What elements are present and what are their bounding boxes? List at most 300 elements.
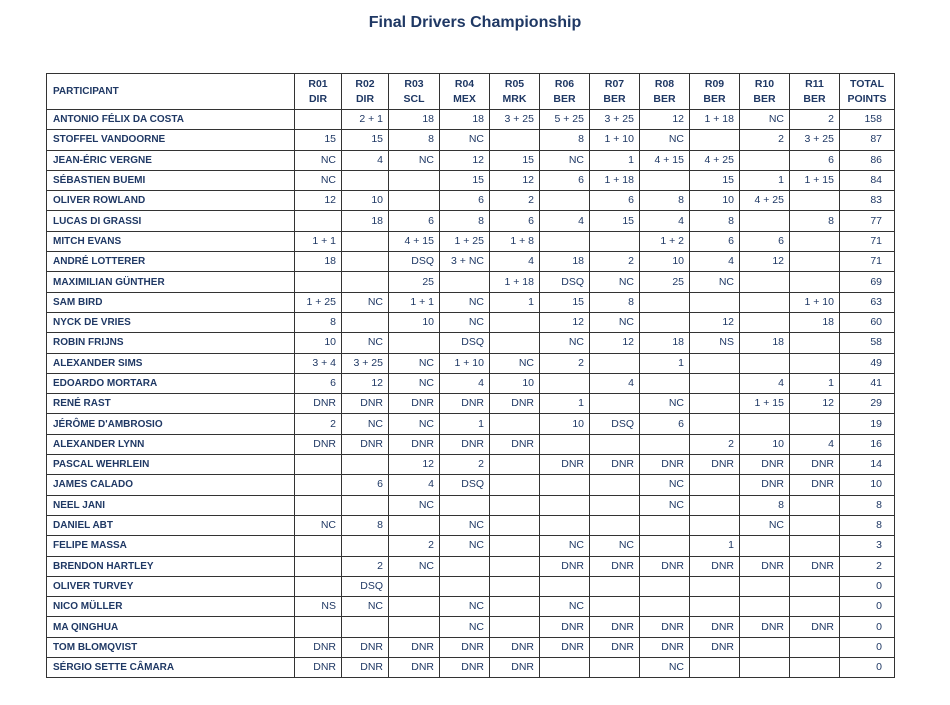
round-result: NC: [640, 475, 690, 495]
round-result: [389, 333, 440, 353]
total-points: 8: [840, 515, 895, 535]
round-venue: SCL: [403, 92, 425, 105]
total-points: 77: [840, 211, 895, 231]
round-code: R03: [404, 77, 424, 90]
round-result: [790, 353, 840, 373]
round-result: 6: [590, 191, 640, 211]
round-result: DNR: [640, 556, 690, 576]
round-result: DSQ: [590, 414, 640, 434]
round-result: [342, 312, 389, 332]
round-result: 2: [790, 110, 840, 130]
round-result: DNR: [342, 637, 389, 657]
round-result: DNR: [590, 556, 640, 576]
round-result: [690, 495, 740, 515]
table-row: [47, 130, 895, 150]
round-result: [690, 394, 740, 414]
round-result: [490, 515, 540, 535]
round-result: 15: [440, 170, 490, 190]
table-row: [47, 312, 895, 332]
round-result: 10: [690, 191, 740, 211]
round-result: [389, 597, 440, 617]
round-result: DNR: [342, 434, 389, 454]
round-result: [690, 414, 740, 434]
table-row: [47, 170, 895, 190]
round-result: [440, 272, 490, 292]
round-result: [540, 434, 590, 454]
round-result: 18: [790, 312, 840, 332]
round-result: DNR: [440, 637, 490, 657]
round-result: [790, 495, 840, 515]
total-points: 71: [840, 252, 895, 272]
round-result: 12: [440, 150, 490, 170]
round-result: [490, 414, 540, 434]
round-result: DNR: [540, 637, 590, 657]
round-result: 4: [540, 211, 590, 231]
round-result: DNR: [295, 394, 342, 414]
round-result: DNR: [295, 658, 342, 678]
round-result: DNR: [490, 434, 540, 454]
round-result: DNR: [790, 475, 840, 495]
round-result: [295, 495, 342, 515]
round-result: 18: [740, 333, 790, 353]
round-result: [295, 475, 342, 495]
round-venue: BER: [603, 92, 626, 105]
total-points: 0: [840, 576, 895, 596]
table-row: [47, 576, 895, 596]
round-result: 10: [295, 333, 342, 353]
round-result: DSQ: [440, 333, 490, 353]
round-result: [540, 658, 590, 678]
total-points: 58: [840, 333, 895, 353]
round-venue: MRK: [502, 92, 527, 105]
round-result: 8: [295, 312, 342, 332]
round-result: DNR: [490, 658, 540, 678]
round-result: 25: [640, 272, 690, 292]
round-result: 12: [490, 170, 540, 190]
round-result: [790, 414, 840, 434]
round-result: 4: [389, 475, 440, 495]
driver-name: BRENDON HARTLEY: [47, 556, 295, 576]
driver-name: JÉRÔME D'AMBROSIO: [47, 414, 295, 434]
round-result: [540, 576, 590, 596]
round-result: [740, 312, 790, 332]
round-code: R10: [754, 77, 775, 90]
round-code: R11: [805, 77, 824, 90]
round-result: DNR: [640, 455, 690, 475]
round-result: [790, 658, 840, 678]
round-result: 4: [342, 150, 389, 170]
round-result: 8: [389, 130, 440, 150]
round-result: [490, 333, 540, 353]
round-result: [590, 495, 640, 515]
round-result: [490, 495, 540, 515]
round-result: NC: [540, 333, 590, 353]
round-result: 4: [590, 373, 640, 393]
round-result: [640, 597, 690, 617]
round-result: DNR: [440, 658, 490, 678]
table-row: [47, 272, 895, 292]
round-result: 1 + 2: [640, 231, 690, 251]
round-result: 10: [640, 252, 690, 272]
round-result: NC: [590, 312, 640, 332]
round-result: 3 + 4: [295, 353, 342, 373]
round-result: [590, 576, 640, 596]
round-code: R06: [554, 77, 575, 90]
round-result: 6: [790, 150, 840, 170]
page-title: Final Drivers Championship: [368, 14, 582, 31]
round-result: [295, 455, 342, 475]
round-result: [690, 515, 740, 535]
round-result: [490, 536, 540, 556]
round-result: DNR: [540, 556, 590, 576]
table-row: [47, 658, 895, 678]
header-row: [47, 74, 895, 110]
round-code: R08: [654, 77, 675, 90]
round-result: 10: [740, 434, 790, 454]
driver-name: MA QINGHUA: [47, 617, 295, 637]
round-result: 12: [295, 191, 342, 211]
round-result: DNR: [690, 455, 740, 475]
round-result: [740, 414, 790, 434]
total-points: 14: [840, 455, 895, 475]
round-header: [690, 74, 740, 110]
round-result: [490, 475, 540, 495]
round-result: [790, 231, 840, 251]
round-result: [540, 231, 590, 251]
round-result: NC: [440, 597, 490, 617]
round-result: DNR: [540, 617, 590, 637]
round-result: NC: [342, 333, 389, 353]
round-result: 10: [540, 414, 590, 434]
round-result: [690, 130, 740, 150]
round-result: DNR: [740, 455, 790, 475]
round-result: DNR: [640, 617, 690, 637]
round-result: DNR: [540, 455, 590, 475]
round-result: 8: [740, 495, 790, 515]
round-result: [490, 312, 540, 332]
round-result: NC: [389, 353, 440, 373]
total-points: 63: [840, 292, 895, 312]
round-result: [342, 272, 389, 292]
round-result: 1: [790, 373, 840, 393]
round-result: [690, 576, 740, 596]
round-result: [640, 434, 690, 454]
round-result: [740, 536, 790, 556]
round-result: [490, 130, 540, 150]
total-points: 158: [840, 110, 895, 130]
round-code: R02: [355, 77, 375, 90]
total-header: [840, 74, 895, 110]
round-result: [490, 617, 540, 637]
round-result: 1 + 18: [490, 272, 540, 292]
driver-name: FELIPE MASSA: [47, 536, 295, 556]
round-result: 4 + 15: [389, 231, 440, 251]
driver-name: ANDRÉ LOTTERER: [47, 252, 295, 272]
round-result: 3 + 25: [590, 110, 640, 130]
round-result: 15: [295, 130, 342, 150]
driver-name: NYCK DE VRIES: [47, 312, 295, 332]
round-result: 4: [440, 373, 490, 393]
round-result: [342, 617, 389, 637]
round-result: [740, 272, 790, 292]
round-result: 12: [540, 312, 590, 332]
round-result: [295, 272, 342, 292]
table-row: [47, 556, 895, 576]
round-result: [640, 170, 690, 190]
total-header-line1: TOTAL: [849, 77, 885, 90]
round-code: R05: [504, 77, 525, 90]
round-result: NC: [640, 394, 690, 414]
round-result: [590, 515, 640, 535]
round-result: 3 + 25: [342, 353, 389, 373]
round-result: 6: [490, 211, 540, 231]
round-result: 4: [690, 252, 740, 272]
round-result: NC: [342, 292, 389, 312]
round-result: [790, 515, 840, 535]
round-result: 1 + 10: [790, 292, 840, 312]
round-result: DNR: [740, 475, 790, 495]
round-result: [690, 353, 740, 373]
round-result: [440, 556, 490, 576]
table-body: [47, 110, 895, 678]
round-result: 1 + 18: [590, 170, 640, 190]
round-result: 1: [590, 150, 640, 170]
round-result: [790, 637, 840, 657]
round-result: 3 + 25: [790, 130, 840, 150]
round-result: NC: [389, 373, 440, 393]
driver-name: SAM BIRD: [47, 292, 295, 312]
driver-name: SÉBASTIEN BUEMI: [47, 170, 295, 190]
table-row: [47, 373, 895, 393]
round-result: NS: [690, 333, 740, 353]
round-result: 12: [389, 455, 440, 475]
round-result: 1: [440, 414, 490, 434]
table-row: [47, 414, 895, 434]
round-result: DNR: [740, 617, 790, 637]
round-result: 25: [389, 272, 440, 292]
round-result: [790, 191, 840, 211]
table-row: [47, 110, 895, 130]
table-row: [47, 231, 895, 251]
round-result: 2: [295, 414, 342, 434]
round-result: NC: [440, 292, 490, 312]
total-points: 41: [840, 373, 895, 393]
total-points: 69: [840, 272, 895, 292]
table-row: [47, 455, 895, 475]
round-result: 12: [342, 373, 389, 393]
total-points: 29: [840, 394, 895, 414]
driver-name: ALEXANDER SIMS: [47, 353, 295, 373]
round-result: 8: [540, 130, 590, 150]
driver-name: DANIEL ABT: [47, 515, 295, 535]
total-points: 0: [840, 617, 895, 637]
round-result: DNR: [640, 637, 690, 657]
round-result: [790, 333, 840, 353]
round-result: DNR: [389, 637, 440, 657]
table-row: [47, 252, 895, 272]
round-result: [590, 353, 640, 373]
round-header: [389, 74, 440, 110]
round-result: NC: [295, 170, 342, 190]
driver-name: STOFFEL VANDOORNE: [47, 130, 295, 150]
round-result: DNR: [790, 617, 840, 637]
round-result: 15: [590, 211, 640, 231]
round-result: 1 + 10: [590, 130, 640, 150]
round-venue: DIR: [355, 92, 375, 105]
round-result: 2: [342, 556, 389, 576]
round-result: 4: [640, 211, 690, 231]
total-points: 3: [840, 536, 895, 556]
round-result: 6: [342, 475, 389, 495]
round-result: 4 + 25: [690, 150, 740, 170]
round-result: 10: [490, 373, 540, 393]
round-result: [342, 536, 389, 556]
round-result: 2: [389, 536, 440, 556]
round-result: [740, 292, 790, 312]
round-result: [342, 252, 389, 272]
round-header: [740, 74, 790, 110]
round-result: DNR: [295, 637, 342, 657]
round-result: 18: [540, 252, 590, 272]
table-row: [47, 597, 895, 617]
table-row: [47, 292, 895, 312]
round-result: [590, 475, 640, 495]
round-result: [740, 150, 790, 170]
round-result: [540, 475, 590, 495]
round-result: 12: [640, 110, 690, 130]
total-points: 87: [840, 130, 895, 150]
round-result: DNR: [690, 637, 740, 657]
round-result: 2: [440, 455, 490, 475]
round-result: NC: [740, 515, 790, 535]
total-points: 0: [840, 658, 895, 678]
round-result: 8: [790, 211, 840, 231]
round-result: [590, 394, 640, 414]
round-result: 6: [295, 373, 342, 393]
round-result: NS: [295, 597, 342, 617]
round-result: NC: [440, 515, 490, 535]
total-points: 71: [840, 231, 895, 251]
round-result: [690, 373, 740, 393]
round-result: [490, 597, 540, 617]
round-result: 1 + 1: [389, 292, 440, 312]
round-result: 6: [389, 211, 440, 231]
round-result: NC: [389, 556, 440, 576]
round-result: [295, 556, 342, 576]
round-result: [640, 576, 690, 596]
championship-table: [46, 73, 895, 678]
round-result: [389, 576, 440, 596]
driver-name: ANTONIO FÉLIX DA COSTA: [47, 110, 295, 130]
round-result: [790, 536, 840, 556]
total-points: 0: [840, 637, 895, 657]
total-points: 84: [840, 170, 895, 190]
round-result: DNR: [590, 617, 640, 637]
round-result: 12: [690, 312, 740, 332]
driver-name: SÉRGIO SETTE CÂMARA: [47, 658, 295, 678]
round-header: [342, 74, 389, 110]
total-header-line2: POINTS: [847, 92, 887, 105]
round-result: NC: [640, 495, 690, 515]
round-result: 6: [640, 414, 690, 434]
round-result: [690, 597, 740, 617]
round-result: [690, 292, 740, 312]
round-result: 1 + 18: [690, 110, 740, 130]
round-result: [640, 373, 690, 393]
total-points: 83: [840, 191, 895, 211]
round-result: DSQ: [540, 272, 590, 292]
round-result: [540, 515, 590, 535]
round-result: [490, 576, 540, 596]
round-result: DNR: [389, 658, 440, 678]
round-header: [790, 74, 840, 110]
participant-header: PARTICIPANT: [47, 74, 295, 110]
round-result: [295, 617, 342, 637]
round-result: 6: [740, 231, 790, 251]
driver-name: TOM BLOMQVIST: [47, 637, 295, 657]
round-result: [740, 658, 790, 678]
table-row: [47, 434, 895, 454]
round-result: 1 + 10: [440, 353, 490, 373]
round-result: NC: [389, 414, 440, 434]
round-result: DNR: [295, 434, 342, 454]
round-header: [490, 74, 540, 110]
driver-name: NICO MÜLLER: [47, 597, 295, 617]
round-code: R09: [704, 77, 725, 90]
round-result: 2: [490, 191, 540, 211]
round-result: NC: [590, 536, 640, 556]
round-result: [389, 515, 440, 535]
round-result: NC: [440, 312, 490, 332]
round-result: NC: [440, 617, 490, 637]
round-result: [342, 170, 389, 190]
round-result: [590, 597, 640, 617]
round-result: 15: [342, 130, 389, 150]
round-venue: BER: [553, 92, 576, 105]
round-result: [540, 191, 590, 211]
round-result: 2: [540, 353, 590, 373]
round-result: [640, 292, 690, 312]
round-result: 18: [440, 110, 490, 130]
total-points: 86: [840, 150, 895, 170]
round-header: [640, 74, 690, 110]
round-header: [295, 74, 342, 110]
round-result: 2 + 1: [342, 110, 389, 130]
round-result: DNR: [740, 556, 790, 576]
round-result: 2: [590, 252, 640, 272]
round-result: 4 + 15: [640, 150, 690, 170]
round-result: DSQ: [440, 475, 490, 495]
round-venue: DIR: [308, 92, 328, 105]
round-result: [342, 495, 389, 515]
round-venue: BER: [653, 92, 676, 105]
round-result: 4 + 25: [740, 191, 790, 211]
round-result: DNR: [490, 394, 540, 414]
round-result: 10: [389, 312, 440, 332]
round-result: [295, 110, 342, 130]
round-result: 6: [540, 170, 590, 190]
round-result: 3 + 25: [490, 110, 540, 130]
table-row: [47, 353, 895, 373]
round-result: [540, 495, 590, 515]
round-venue: BER: [803, 92, 826, 105]
table-row: [47, 495, 895, 515]
round-result: DNR: [490, 637, 540, 657]
round-result: NC: [389, 495, 440, 515]
round-result: 3 + NC: [440, 252, 490, 272]
round-result: 1: [640, 353, 690, 373]
round-result: DNR: [389, 434, 440, 454]
